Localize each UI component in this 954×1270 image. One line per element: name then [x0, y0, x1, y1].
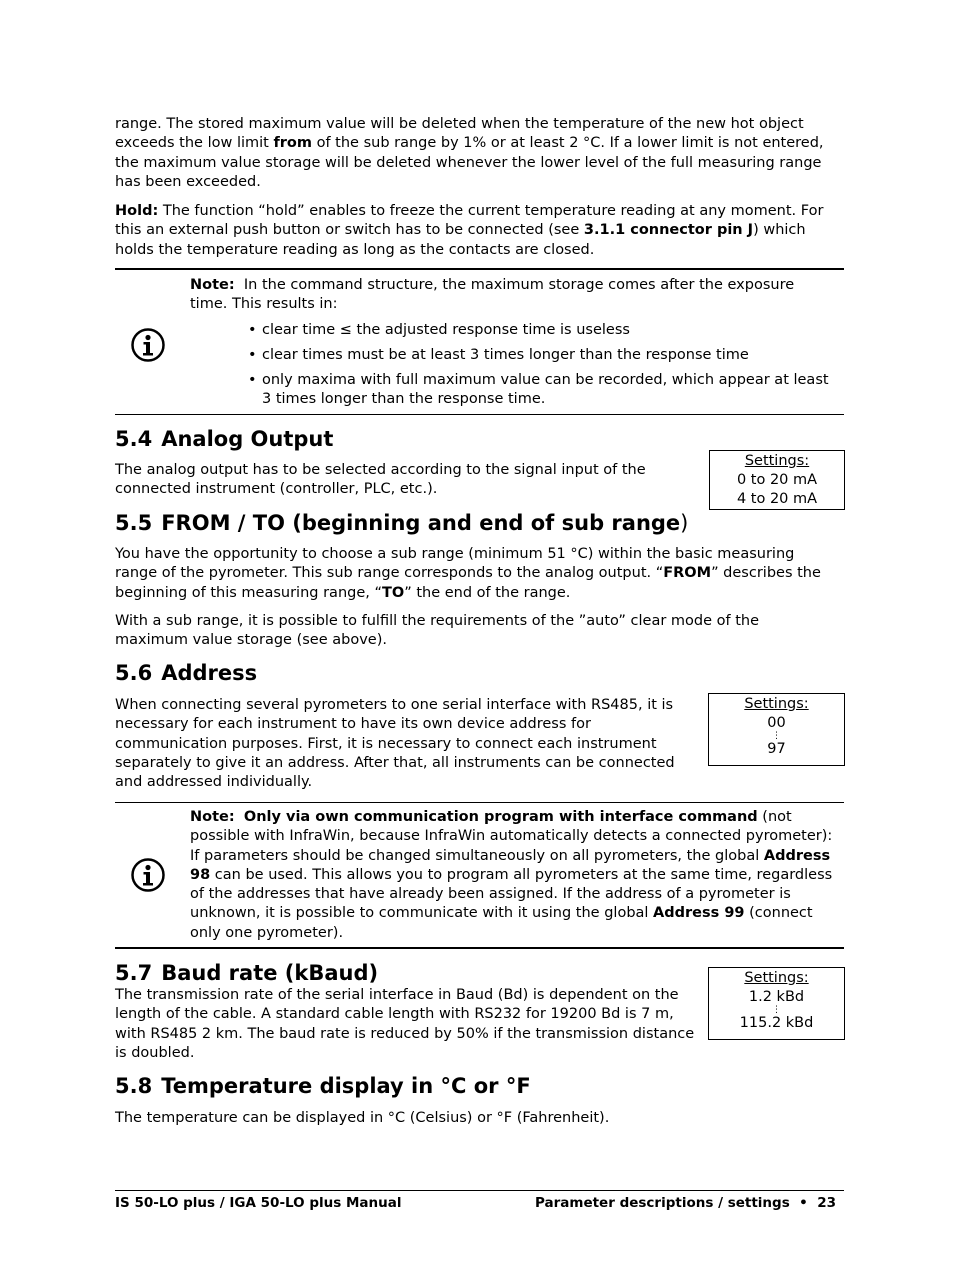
section-number: 5.6 — [115, 661, 153, 685]
sub-range-text-3: ” the end of the range. — [404, 584, 571, 601]
address-settings-box — [708, 693, 845, 766]
list-item — [190, 321, 835, 340]
note2-bottom-rule — [115, 947, 844, 949]
note2-top-rule — [115, 802, 844, 803]
note-label: Note: — [190, 809, 235, 825]
vertical-ellipsis-icon: ⋮ — [772, 731, 781, 741]
section-title-end: ) — [680, 511, 689, 535]
setting-value: 4 to 20 mA — [736, 491, 818, 507]
settings-label: Settings: — [744, 970, 809, 986]
info-icon — [131, 328, 165, 362]
bullet-icon: • — [248, 372, 257, 389]
hold-paragraph — [115, 202, 833, 260]
footer-rule — [115, 1190, 844, 1191]
setting-value: 1.2 kBd — [748, 989, 805, 1005]
setting-value: 0 to 20 mA — [736, 472, 818, 488]
section-title: Baud rate (kBaud) — [161, 961, 379, 985]
sub-range-text-2: ” describes the beginning of this measuring range, “ — [115, 565, 821, 601]
baud-rate-settings-box — [708, 967, 845, 1040]
from-keyword: FROM — [663, 565, 712, 582]
vertical-ellipsis-icon: ⋮ — [772, 1005, 781, 1015]
bullet-text: only maxima with full maximum value can be recorded, which appear at least 3 times longer than the response time. — [262, 372, 829, 408]
list-item — [190, 346, 835, 365]
section-title: Address — [161, 661, 258, 685]
setting-value: 97 — [767, 741, 786, 757]
address-text: When connecting several pyrometers to one serial interface with RS485, it is necessary for each instrument to have its own device address for communication purposes. First, it is necessary to connect each instrument separately to give it an address. After that, all instruments can be connected and addressed individually. — [115, 697, 675, 791]
note1-bullet-list — [190, 321, 835, 410]
section-title: FROM / TO (beginning and end of sub range — [161, 511, 681, 535]
sub-range-paragraph — [115, 545, 833, 603]
sub-range-text: You have the opportunity to choose a sub range (minimum 51 °C) within the basic measuring range of the pyrometer. This sub range corresponds to the analog output. “ — [115, 546, 795, 582]
section-title: Temperature display in °C or °F — [161, 1074, 531, 1098]
settings-label: Settings: — [744, 696, 809, 712]
section-title: Analog Output — [161, 427, 334, 451]
note-label: Note: — [190, 277, 235, 293]
list-item — [190, 371, 835, 410]
info-icon — [131, 858, 165, 892]
bullet-text: clear time ≤ the adjusted response time is useless — [262, 321, 630, 338]
bullet-icon: • — [799, 1195, 808, 1211]
intro-text: range. The stored maximum value will be deleted when the temperature of the new hot object exceeds the low limit — [115, 116, 804, 152]
note1-text: In the command structure, the maximum storage comes after the exposure time. This results in: — [190, 277, 795, 313]
note1-top-rule — [115, 268, 844, 270]
sub-range-paragraph-2: With a sub range, it is possible to fulfill the requirements of the ”auto” clear mode of the maximum value storage (see above). — [115, 613, 760, 649]
footer-section-info — [535, 1194, 836, 1212]
bullet-icon: • — [248, 321, 257, 338]
settings-label: Settings: — [744, 453, 810, 469]
setting-value: 00 — [767, 715, 786, 731]
connector-reference: 3.1.1 connector pin J — [583, 222, 754, 239]
analog-output-text: The analog output has to be selected according to the signal input of the connected instrument (controller, PLC, etc.). — [115, 462, 646, 498]
section-heading-5-5 — [115, 510, 688, 536]
page-number: 23 — [817, 1195, 836, 1211]
section-heading-5-8 — [115, 1073, 531, 1099]
temperature-display-text: The temperature can be displayed in °C (Celsius) or °F (Fahrenheit). — [115, 1110, 610, 1126]
note1-bottom-rule — [115, 414, 844, 415]
bullet-text: clear times must be at least 3 times longer than the response time — [262, 346, 749, 363]
footer-manual-title: IS 50-LO plus / IGA 50-LO plus Manual — [115, 1195, 402, 1211]
note2-body — [190, 808, 835, 943]
section-number: 5.7 — [115, 961, 153, 985]
address-99: Address 99 — [653, 905, 745, 922]
section-heading-5-4 — [115, 426, 333, 452]
from-keyword: from — [273, 135, 312, 152]
bullet-icon: • — [248, 346, 257, 363]
hold-text-continued: ) which holds the temperature reading as long as the contacts are closed. — [115, 222, 806, 258]
section-number: 5.5 — [115, 511, 153, 535]
analog-output-settings-box — [709, 450, 845, 510]
hold-text: The function “hold” enables to freeze the current temperature reading at any moment. For this an external push button or switch has to be connected (see — [115, 203, 824, 239]
hold-label: Hold: — [115, 203, 159, 219]
note2-bold-text: Only via own communication program with interface command — [243, 809, 758, 825]
footer-section-title: Parameter descriptions / settings — [534, 1195, 790, 1211]
section-number: 5.4 — [115, 427, 153, 451]
intro-paragraph — [115, 115, 833, 192]
section-number: 5.8 — [115, 1074, 153, 1098]
note2-text: (not possible with InfraWin, because InfraWin automatically detects a connected pyrometer): If parameters should be changed simultaneously on all pyrometers, the global — [190, 809, 833, 864]
note2-text-2: can be used. This allows you to program all pyrometers at the same time, regardless of the addresses that have already been assigned. If the address of a pyrometer is unknown, it is possible to communicate with it using the global — [190, 866, 833, 922]
address-98: Address 98 — [190, 847, 831, 883]
setting-value: 115.2 kBd — [739, 1015, 814, 1031]
to-keyword: TO — [381, 584, 405, 601]
intro-text-continued: of the sub range by 1% or at least 2 °C. If a lower limit is not entered, the maximum value storage will be deleted whenever the lower level of the full measuring range has been exceeded. — [115, 135, 824, 190]
note1-body — [190, 276, 835, 410]
section-heading-5-7 — [115, 960, 378, 986]
note2-text-3: (connect only one pyrometer). — [190, 905, 813, 941]
baud-rate-text: The transmission rate of the serial interface in Baud (Bd) is dependent on the length of the cable. A standard cable length with RS232 for 19200 Bd is 7 m, with RS485 2 km. The baud rate is reduced by 50% if the transmission distance is doubled. — [115, 987, 695, 1061]
section-heading-5-6 — [115, 660, 257, 686]
note2-paragraph — [190, 808, 835, 943]
note1-paragraph — [190, 276, 835, 315]
